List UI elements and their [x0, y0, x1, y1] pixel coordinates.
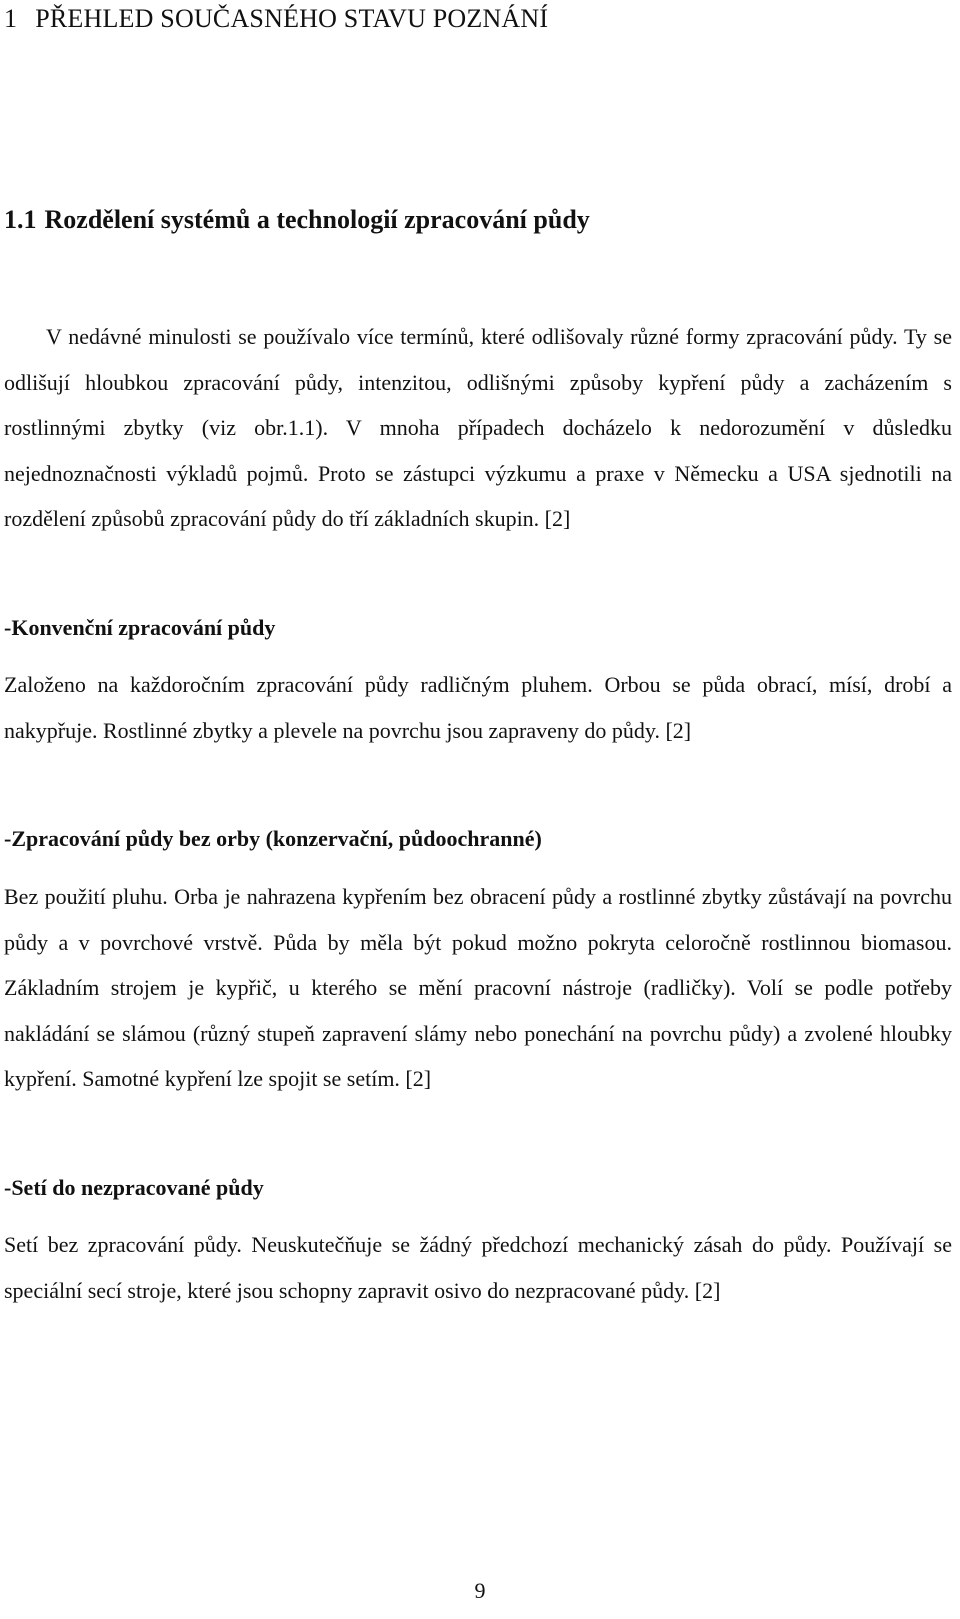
section-heading [4, 205, 590, 235]
direct-seeding-paragraph: Setí bez zpracování půdy. Neuskutečňuje se žádný předchozí mechanický zásah do půdy. Používají se speciální secí stroje, které jsou schopny zapravit osivo do nezpracované půdy. [2] [4, 1232, 952, 1303]
page-number: 9 [474, 1578, 486, 1603]
chapter-heading [4, 4, 548, 34]
chapter-title: PŘEHLED SOUČASNÉHO STAVU POZNÁNÍ [35, 4, 549, 33]
intro-paragraph: V nedávné minulosti se používalo více termínů, které odlišovaly různé formy zpracování půdy. Ty se odlišují hloubkou zpracování půdy, intenzitou, odlišnými způsoby kypření půdy a zacházením s rostlinnými zbytky (viz obr.1.1). V mnoha případech docházelo k nedorozumění v důsledku nejednoznačnosti výkladů pojmů. Proto se zástupci výzkumu a praxe v Německu a USA sjednotili na rozdělení způsobů zpracování půdy do tří základních skupin. [2] [4, 324, 952, 531]
conventional-tillage-paragraph: Založeno na každoročním zpracování půdy radličným pluhem. Orbou se půda obrací, mísí, drobí a nakypřuje. Rostlinné zbytky a plevele na povrchu jsou zapraveny do půdy. [2] [4, 672, 952, 743]
section-title: Rozdělení systémů a technologií zpracování půdy [44, 205, 590, 234]
chapter-number: 1 [4, 4, 18, 33]
conventional-tillage-heading: -Konvenční zpracování půdy [4, 615, 276, 640]
direct-seeding-heading: -Setí do nezpracované půdy [4, 1175, 264, 1200]
no-plough-tillage-paragraph: Bez použití pluhu. Orba je nahrazena kypřením bez obracení půdy a rostlinné zbytky zůstávají na povrchu půdy a v povrchové vrstvě. Půda by měla být pokud možno pokryta celoročně rostlinnou biomasou. Základním strojem je kypřič, u kterého se mění pracovní nástroje (radličky). Volí se podle potřeby nakládání se slámou (různý stupeň zapravení slámy nebo ponechání na povrchu půdy) a zvolené hloubky kypření. Samotné kypření lze spojit se setím. [2] [4, 884, 952, 1091]
no-plough-tillage-heading: -Zpracování půdy bez orby (konzervační, půdoochranné) [4, 826, 542, 851]
section-number: 1.1 [4, 205, 37, 234]
